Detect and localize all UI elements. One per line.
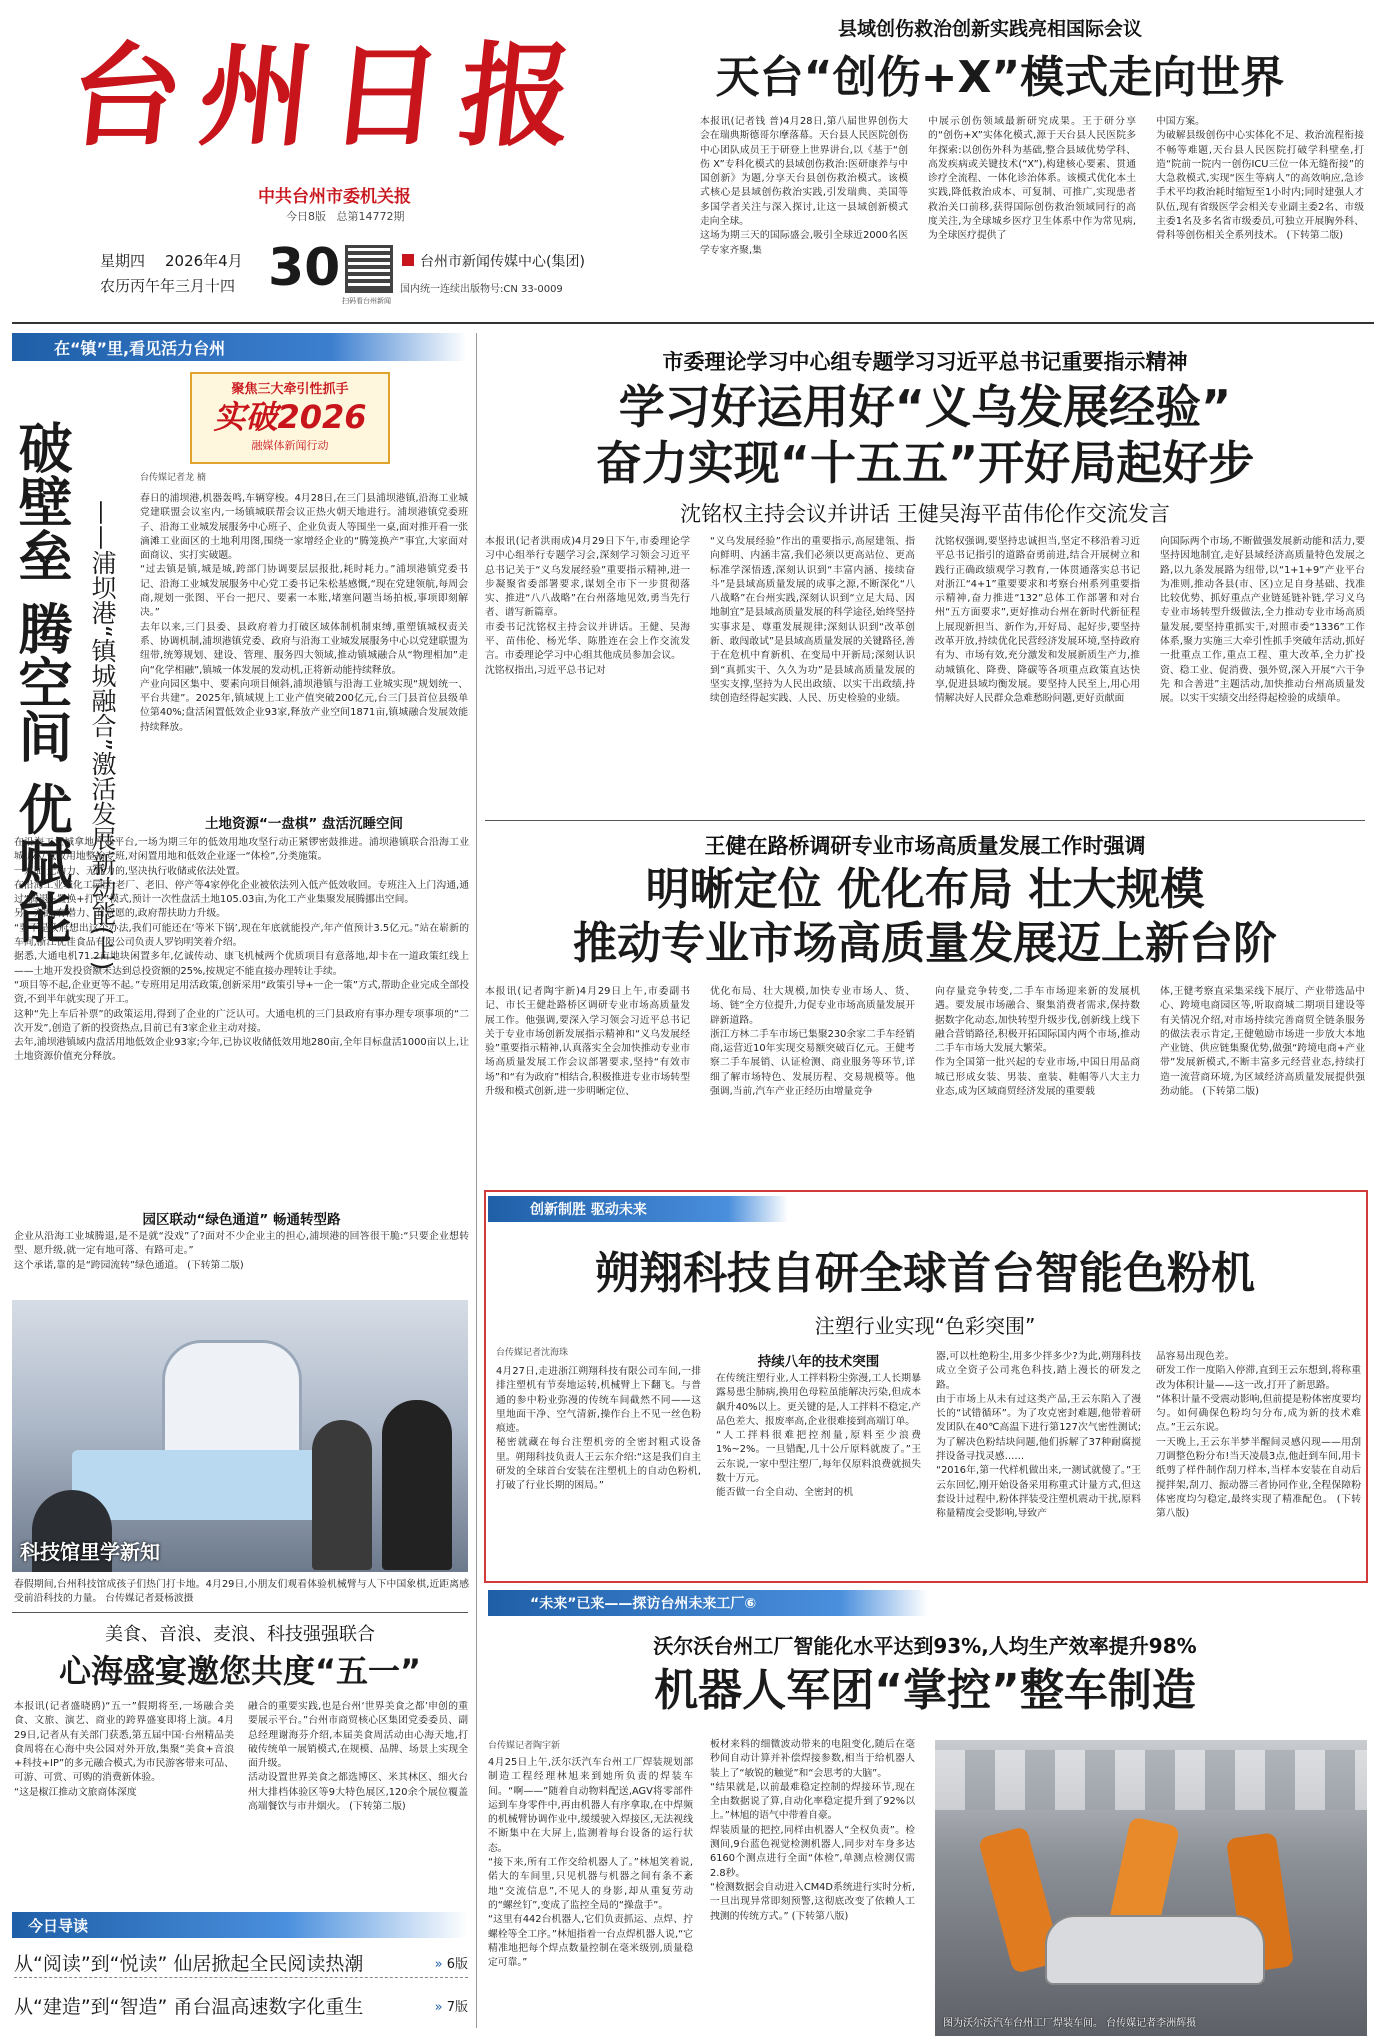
story4-title[interactable]: 朔翔科技自研全球首台智能色粉机 (595, 1248, 1255, 1299)
story2-column-3: 沈铭权强调,要坚持忠诚担当,坚定不移沿着习近平总书记指引的道路奋勇前进,结合开展树立和践行正确政绩观学习教育,一体贯通落实总书记对浙江“4+1”重要要求和考察台州系列重要指示精神,奋力推进“132”总体工作部署和对台州“五方面要求”,更好推动台州在新时代新征程上展现新担当、新作为,开好局、起好步,要坚持改革开放,持续优化民营经济发展环境,坚持政府有为、市场有效,充分激发和发展新质生产力,推动城镇化、降费、降碳等各项重点政策直达快享,促进县域均衡发展。要坚持人民至上,用心用情解决好人民群众急难愁盼问题,更好贡献面 (935, 536, 1140, 705)
lead-title[interactable]: 天台“创伤+X”模式走向世界 (715, 52, 1285, 103)
sidebar-column-a: 春日的浦坝港,机器轰鸣,车辆穿梭。4月28日,在三门县浦坝港镇,沿海工业城党建联盟会议室内,一场镇城联帮会议正热火朝天地进行。浦坝港镇党委班子、沿海工业城发展服务中心班子、企业负责人等围坐一桌,面对推开看一张滴滩工业面区的土地利用图,围绕一家增经企业的“腾笼换产”事宜,大家面对面商议、实打实破题。 “过去镇是镇,城是城,跨部门协调要层层报批,耗时耗力。”浦坝港镇党委书记、沿海工业城发展服务中心党工委书记朱松基感慨,“现在党建领航,每周会商,规划一张图、平台一把尺、要素一本账,堵塞问题当场拍板,事项即刻解决。” 去年以来,三门县委、县政府着力打破区域体制机制束缚,重塑镇城权责关系、协调机制,浦坝港镇党委、政府与沿海工业城发展服务中心以党建联盟为纽带,统筹规划、建设、管理、服务四大领域,推动镇城融合从“物理相加”走向“化学相融”,镇城一体发展的发动机,正将新动能持续释放。 产业向园区集中、要素向项目倾斜,浦坝港镇与沿海工业城实现“规划统一、平台共建”。2025年,镇域规上工业产值突破200亿元,台三门县首位县级单位第40%;盘活闲置低效企业93家,释放产业空间1871亩,镇城融合发展效能持续释放。 (140, 493, 468, 733)
lead-column-2: 中展示创伤领域最新研究成果。王于研分享的“创伤+X”实体化模式,源于天台县人民医院多年探索:以创伤外科为基础,整合县域优势学科、高发疾病或关键技术(“X”),构建核心要素、贯通诊疗全流程、一体化诊治体系。该模式优化本土实践,降低救治成本、可复制、可推广,实现患者救治关口前移,获得国际创伤救治领域同行的高度关注,为全球城乡医疗卫生体系中作为常见病,为全球医疗提供了 (928, 116, 1136, 242)
story4-column-4: 品容易出现色差。 研发工作一度陷入停滞,直到王云东想到,将称重改为体积计量——这一改,打开了新思路。 “体积计量不受震动影响,但前提是粉体密度要均匀。如何确保色粉均匀分布,成为新的技术难点。”王云东说。 一天晚上,王云东半梦半醒间灵感闪现——用刮刀调整色粉分布!当天凌晨3点,他赶到车间,用卡纸剪了样件制作刮刀样本,当样本安装在自动后搅拌架,刮刀、振动器三者协同作业,全程保障粉体密度均匀稳定,最终实现了精准配色。 (下转第八版) (1156, 1351, 1361, 1520)
publisher-icon (402, 254, 414, 266)
story5-banner: “未来”已来——探访台州未来工厂⑥ (488, 1590, 928, 1616)
badge-top-text: 聚焦三大牵引性抓手 (231, 382, 349, 397)
chevron-right-icon: » (434, 1957, 443, 1972)
story3-title-2[interactable]: 推动专业市场高质量发展迈上新台阶 (573, 918, 1277, 969)
story5-column-2: 板材来料的细微波动带来的电阻变化,随后在毫秒间自动计算并补偿焊接参数,相当于给机器人装上了“敏锐的触觉”和“会思考的大脑”。 “结果就是,以前最难稳定控制的焊接环节,现在全由数据说了算,自动化率稳定提升到了92%以上。”林旭的语气中带着自豪。 焊装质量的把控,同样由机器人“全权负责”。检测间,9台蓝色视觉检测机器人,同步对车身多达6160个测点进行全面“体检”,单测点检测仅需2.8秒。 “检测数据会自动进入CM4D系统进行实时分析,一旦出现异常即刻预警,这彻底改变了依赖人工拽测的传统方式。” (下转第八版) (710, 1739, 915, 1922)
story3-column-3: 向存量竞争转变,二手车市场迎来新的发展机遇。要发展市场融合、聚集消费者需求,保持数据数字化动态,加快转型升级步伐,创新线上线下融合营销路径,积极开拓国际国内两个市场,推动二手车市场大发展大繁荣。 作为全国第一批兴起的专业市场,中国日用品商城已形成女装、男装、童装、鞋帽等八大主力业态,成为区域商贸经济发展的重要载 (935, 986, 1140, 1098)
masthead-publisher: 台州市新闻传媒中心(集团) (420, 254, 585, 270)
story3-column-2: 优化布局、壮大规模,加快专业市场人、货、场、链“全方位提升,力促专业市场高质量发展开辟新道路。 浙江方林二手车市场已集聚230余家二手车经销商,运营近10年实现交易额突破百亿元。王健考察二手车展销、认证检测、商业服务等环节,详细了解市场特色、发展历程、交易规模等。他强调,当前,汽车产业正经历由增量竞争 (710, 986, 915, 1098)
story2-column-1: 本报讯(记者洪雨成)4月29日下午,市委理论学习中心组举行专题学习会,深刻学习领会习近平总书记关于“义乌发展经验”重要指示精神,进一步凝聚省委部署要求,谋划全市下一步贯彻落实、推进“八八战略”在台州落地见效,勇当先行者、谱写新篇章。 市委书记沈铭权主持会议并讲话。王健、吴海平、苗伟伦、杨光华、陈胜连在会上作交流发言。市委理论学习中心组其他成员参加会议。 沈铭权指出,习近平总书记对 (485, 536, 690, 676)
badge-main-text: 实破2026 (213, 398, 367, 436)
guide-banner: 今日导读 (12, 1912, 468, 1938)
photo-caption-factory: 图为沃尔沃汽车台州工厂焊装车间。 台传媒记者李洲辉摄 (943, 2018, 1197, 2029)
story4-column-1: 4月27日,走进浙江朔翔科技有限公司车间,一排排注塑机有节奏地运转,机械臂上下翻飞。与普通的参中粉业弥漫的传统车间截然不同——这里地面干净、空气清新,操作台上不见一丝色粉痕迹。 秘密就藏在每台注塑机旁的全密封粗式设备里。朔翔科技负责人王云东介绍:“这是我们自主研发的全球首台安装在注塑机上的自动色粉机,打破了行业长期的困局。” (496, 1366, 701, 1492)
story4-column-3: 器,可以杜绝粉尘,用多少拌多少?为此,朔翔科技成立全资子公司兆色科技,踏上漫长的研发之路。 由于市场上从未有过这类产品,王云东陷入了漫长的“试错循环”。为了攻克密封难题,他带着研发团队在40℃高温下进行第127次气密性测试;为了解决色粉结块问题,他们拆解了37种耐腐搅拌设备寻找灵感…… “2016年,第一代样机做出来,一测试就傻了。”王云东回忆,刚开始设备采用称重式计量方式,但这套设计过程中,粉体拌装受注塑机震动干扰,原料称量精度会受影响,导致产 (936, 1351, 1141, 1520)
story5-column-1: 4月25日上午,沃尔沃汽车台州工厂焊装规划部制造工程经理林旭来到她所负责的焊装车间。“啊——”随着自动物料配送,AGV将零部件运到车身零件中,再由机器人有序拿取,在中焊频的机械臂协调作业中,缓缓驶入焊接区,无法视线不断集中在大屏上,监测着每台设备的运行状态。 “接下来,所有工作交给机器人了。”林旭笑着说,偌大的车间里,只见机器与机器之间有条不紊地“交流信息”,不见人的身影,却从重复劳动的“螺丝钉”,变成了监控全局的“操盘手”。 “这里有442台机器人,它们负责抓运、点焊、拧螺栓等全工序。”林旭指着一台点焊机器人说,“它精准地把每个焊点数量控制在毫米级别,质量稳定可靠。” (488, 1757, 693, 1969)
story4-column-2: 在传统注塑行业,人工拌料粉尘弥漫,工人长期暴露易患尘肺病,换用色母粒虽能解决污染,但成本飙升40%以上。更关键的是,人工拌料不稳定,产品色差大、报废率高,企业很难接到高端订单。 “人工拌料很难把控剂量,原料至少浪费1%~2%。一旦错配,几十公斤原料就废了。”王云东说,一家中型注塑厂,每年仅原料浪费就损失数十万元。 能否做一台全自动、全密封的机 (716, 1373, 921, 1499)
guide-item-2-title[interactable]: 从“建造”到“智造” 甬台温高速数字化重生 (14, 1995, 364, 2018)
photo-description: 春假期间,台州科技馆成孩子们热门打卡地。4月29日,小朋友们观看体验机械臂与人下中国象棋,近距离感受前沿科技的力量。 台传媒记者聂杨波摄 (14, 1579, 469, 1605)
meishi-kicker: 美食、音浪、麦浪、科技强强联合 (105, 1624, 375, 1645)
masthead-rule (12, 322, 1374, 324)
science-museum-photo[interactable] (12, 1300, 468, 1572)
story3-column-4: 体,王健考察直采集采线下展厅、产业带选品中心、跨境电商园区等,听取商城二期项目建设等有关情况介绍,对市场持续完善商贸全链条服务的做法表示肯定,王健勉励市场进一步放大本地产业链、供应链集聚优势,做强“跨境电商+产业带”发展新模式,不断丰富多元经营业态,持续打造一流营商环境,为区域经济高质量发展提供强劲动能。 (下转第二版) (1160, 986, 1365, 1098)
story2-title-1[interactable]: 学习好运用好“义乌发展经验” (618, 380, 1232, 434)
qr-label: 扫码看台州新闻 (342, 297, 391, 305)
masthead-lunar: 农历丙午年三月十四 (100, 277, 236, 295)
column-divider (476, 333, 477, 2028)
badge-bottom-text: 融媒体新闻行动 (251, 439, 329, 452)
meishi-column-1: 本报讯(记者盛晓鸥)“五一”假期将至,一场融合美食、文旅、演艺、商业的跨界盛宴即将上演。4月29日,记者从有关部门获悉,第五届中国·台州精品美食周将在心海中央公园对外开放,集聚“美食+音浪+科技+IP”的多元融合模式,为市民游客带来可品、可游、可赏、可购的消费新体验。 “这是椒江推动文旅商体深度 (14, 1701, 234, 1798)
factory-photo[interactable] (935, 1740, 1367, 2036)
lead-column-3: 中国方案。 为破解县级创伤中心实体化不足、救治流程衔接不畅等难题,天台县人民医院打破学科壁垒,打造“院前一院内一创伤ICU三位一体无缝衔接”的大急救模式,实现“医生等病人”的高效响应,急诊手术平均救治耗时缩短至1小时内;同时建强人才队伍,现有省级医学会相关专业副主委2名、市级主委1名及多名省市级委员,可独立开展胸外科、骨科等创伤相关全系列技术。 (下转第二版) (1156, 116, 1364, 242)
story4-banner: 创新制胜 驱动未来 (488, 1196, 788, 1222)
chevron-right-icon: » (434, 1999, 443, 2015)
story2-column-4: 向国际两个市场,不断做强发展新动能和活力,要坚持因地制宜,走好县域经济高质量特色发展之路,以九条发展路为纽带,以“1+1+9”产业平台为准则,推动各县(市、区)立足自身基础、找准比较优势、抓好重点产业链延链补链,学习义乌专业市场转型升级做法,全力推动专业市场高质量发展,要坚持重抓实干,对照市委“1336”工作体系,聚力实施三大牵引性抓手突破年活动,抓好一批重点工作,重点工程、重大改革,全力扩投资、稳工业、促消费、强外贸,深入开展“六干争先 和合善进”主题活动,加快推动台州高质量发展。以实干实绩交出经得起检验的成绩单。 (1160, 536, 1365, 705)
story5-byline: 台传媒记者陶宇新 (488, 1741, 561, 1751)
sidebar-badge (190, 372, 390, 464)
child-figure-2 (382, 1400, 452, 1570)
meishi-title[interactable]: 心海盛宴邀您共度“五一” (58, 1652, 422, 1690)
story3-kicker: 王健在路桥调研专业市场高质量发展工作时强调 (704, 834, 1146, 858)
story4-subtitle: 注塑行业实现“色彩突围” (814, 1314, 1036, 1338)
story2-title-2[interactable]: 奋力实现“十五五”开好局起好步 (595, 436, 1255, 490)
sidebar-rule (12, 1612, 468, 1613)
story2-kicker: 市委理论学习中心组专题学习习近平总书记重要指示精神 (662, 350, 1188, 374)
sidebar-subhead-2: 园区联动“绿色通道” 畅通转型路 (142, 1212, 341, 1228)
sidebar-headline[interactable]: 破壁垒 腾空间 优赋能 (10, 420, 73, 944)
masthead-org: 中共台州市委机关报 (258, 187, 411, 207)
child-figure-1 (312, 1420, 372, 1570)
story4-subhead: 持续八年的技术突围 (757, 1354, 880, 1370)
ceiling-lights (935, 1750, 1367, 1810)
car-body-shape (1045, 1915, 1265, 1985)
lead-column-1: 本报讯(记者钱 普)4月28日,第八届世界创伤大会在瑞典斯德哥尔摩落幕。天台县人民医院创伤中心团队成员王于研登上世界讲台,以《基于“创伤 X”专科化模式的县域创伤救治:医研康养与中国创新》为题,分享天台县创伤救治模式。该模式核心是县域创伤救治实践,引发瑞典、美国等多国学者关注与深入探讨,让这一县域创新模式走向全球。 这场为期三天的国际盛会,吸引全球近2000名医学专家齐聚,集 (700, 116, 908, 256)
sidebar-column-c: 企业从沿海工业城腾退,是不是就“没戏”了?面对不少企业主的担心,浦坝港的回答很干脆:“只要企业想转型、愿升级,就一定有地可落、有路可走。” 这个承诺,靠的是“跨园流转”绿色通道。 (下转第二版) (14, 1231, 469, 1271)
sidebar-column-b: 在沿海工业城拿地产业平台,一场为期三年的低效用地攻坚行动正紧锣密鼓推进。浦坝港镇联合沿海工业城,成立低效用地整治专班,对闲置用地和低效企业逐一“体检”,分类施策。 一方面,无动力、无能力的,坚决执行收储或依法处置。 在沿海工业城化工园区,老厂、老旧、停产等4家停化企业被依法列入低产低效收回。专班注入上门沟通,通过“腾退+置换+打包”模式,预计一次性盘活土地105.03亩,为化工产业集聚发展腾挪出空间。 另一方面,有潜力、有意愿的,政府帮扶助力升级。 “要不是政府想出这个办法,我们可能还在‘等米下锅’,现在年底就能投产,年产值预计3.5亿元。”站在崭新的车间,浙江优佳食品有限公司负责人罗钧明笑着介绍。 据悉,大通电机71.2亩地块闲置多年,亿诚传动、康飞机械两个优质项目有意落地,却卡在一道政策红线上——土地开发投资额未达到总投资额的25%,按规定不能直接办理转让手续。 “项目等不起,企业更等不起。”专班用足用活政策,创新采用“政策引导+一企一策”方式,帮助企业完成全部投资,不到半年就实现了开工。 这种“先上车后补票”的政策运用,得到了企业的广泛认可。大通电机的三门县政府有事办理专项事项的“二次开发”,创造了新的投资热点,目前已有3家企业主动对接。 去年,浦坝港镇域内盘活用地低效企业93家;今年,已协议收储低效用地280亩,全年目标盘活1000亩以上,让土地资源价值充分释放。 (14, 837, 469, 1063)
sidebar-subhead-1: 土地资源“一盘棋” 盘活沉睡空间 (205, 816, 403, 832)
sidebar-subhead: ——浦坝港“镇城融合”激活发展新动能(上) (88, 500, 117, 971)
story5-title[interactable]: 机器人军团“掌控”整车制造 (654, 1665, 1196, 1716)
story2-rule (485, 820, 1365, 821)
masthead-date: 2026年4月 (165, 252, 243, 270)
guide-item-1[interactable] (14, 1948, 468, 1978)
story3-column-1: 本报讯(记者陶宇新)4月29日上午,市委副书记、市长王健赴路桥区调研专业市场高质量发展工作。他强调,要深入学习领会习近平总书记关于专业市场创新发展指示精神和“义乌发展经验”重要指示精神,认真落实全会加快推动专业市场高质量发展工作会议部署要求,坚持“有效市场”和“有为政府”相结合,积极推进专业市场转型升级和模式创新,进一步明晰定位、 (485, 986, 690, 1098)
masthead-day: 30 (268, 238, 341, 298)
guide-item-1-page[interactable]: » 6版 (434, 1957, 468, 1972)
story4-byline: 台传媒记者沈海珠 (496, 1348, 569, 1358)
story2-column-2: “义乌发展经验”作出的重要指示,高屋建瓴、指向鲜明、内涵丰富,我们必须以更高站位、更高标准学深悟透,深刻认识到“丰富内涵、接续奋斗”是县域高质量发展的成事之源,不断深化“八八战略”在台州实践,深刻认识到“立足大局、因地制宜”是县域高质量发展的科学途径,始终坚持实事求是、尊重发展规律;深刻认识到“改革创新、敢闯敢试”是县域高质量发展的关键路径,善于在危机中育新机、在变局中开新局;深刻认识到“真抓实干、久久为功”是县域高质量发展的坚实支撑,坚持为人民出政绩、以实干出政绩,持续创造经得起实践、人民、历史检验的业绩。 (710, 536, 915, 705)
guide-item-2[interactable] (14, 1990, 468, 2020)
story5-kicker: 沃尔沃台州工厂智能化水平达到93%,人均生产效率提升98% (653, 1634, 1197, 1658)
guide-item-1-title[interactable]: 从“阅读”到“悦读” 仙居掀起全民阅读热潮 (14, 1953, 364, 1975)
meishi-column-2: 融合的重要实践,也是台州‘世界美食之都’申创的重要展示平台。”台州市商贸核心区集团党委委员、副总经理谢海芬介绍,本届美食周活动由心海天地,打破传统单一展销模式,在规模、品牌、场景上实现全面升级。 活动设置世界美食之都选博区、米其林区、细火台州大排档体验区等9大特色展区,120余个展位覆盖高端餐饮与市井烟火。 (下转第二版) (248, 1701, 468, 1813)
masthead-cn: 国内统一连续出版物号:CN 33-0009 (400, 284, 563, 295)
sidebar-byline: 台传媒记者龙 楠 (140, 473, 206, 483)
story3-title-1[interactable]: 明晰定位 优化布局 壮大规模 (645, 864, 1205, 915)
guide-item-2-page[interactable]: » 7版 (434, 1999, 468, 2015)
story2-subtitle: 沈铭权主持会议并讲话 王健吴海平苗伟伦作交流发言 (680, 502, 1170, 526)
photo-caption: 科技馆里学新知 (20, 1540, 160, 1564)
masthead-issue: 今日8版 总第14772期 (286, 210, 405, 223)
qr-code-icon[interactable] (345, 245, 393, 293)
sidebar-banner: 在“镇”里,看见活力台州 (12, 333, 467, 361)
masthead-weekday: 星期四 (100, 252, 146, 270)
lead-kicker: 县域创伤救治创新实践亮相国际会议 (837, 18, 1142, 40)
masthead-logo[interactable]: 台州日报 (63, 31, 597, 162)
